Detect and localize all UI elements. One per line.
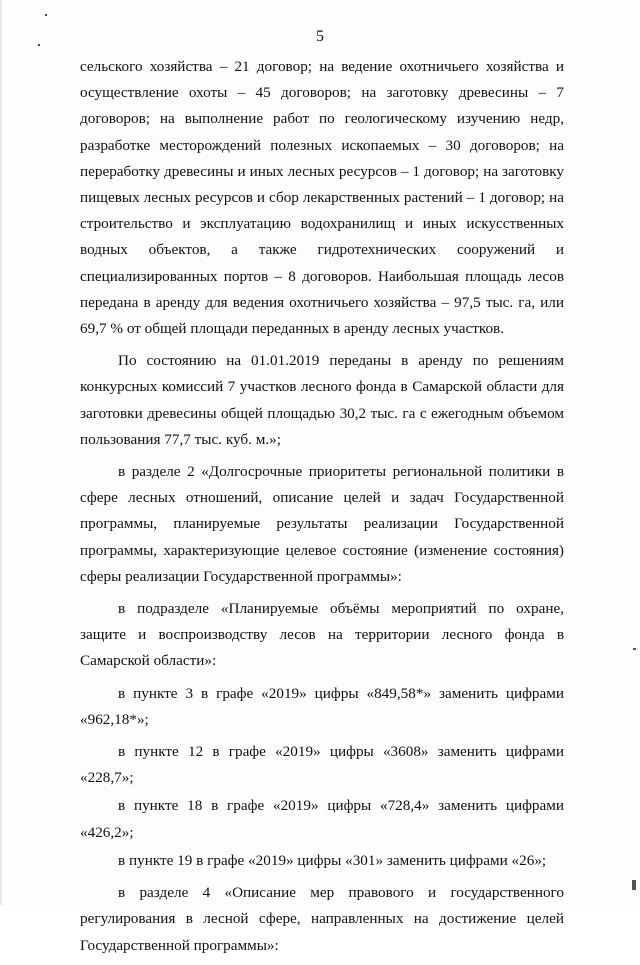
scan-speck: [632, 880, 636, 890]
page-number: 5: [316, 28, 324, 45]
paragraph-subsection: в подразделе «Планируемые объёмы мероприятий по охране, защите и воспроизводству лесов на территории лесного фонда в Самарской области»:: [80, 600, 564, 670]
paragraph-item-12: в пункте 12 в графе «2019» цифры «3608» заменить цифрами «228,7»;: [80, 743, 564, 787]
scan-edge: [0, 0, 2, 905]
paragraph-section-4: в разделе 4 «Описание мер правового и государственного регулирования в лесной сфере, направленных на достижение целей Государственной программы»:: [80, 884, 564, 954]
paragraph-item-19: в пункте 19 в графе «2019» цифры «301» заменить цифрами «26»;: [118, 851, 547, 869]
paragraph-contracts: сельского хозяйства – 21 договор; на ведение охотничьего хозяйства и осуществление охоты – 45 договоров; на заготовку древесины – 7 договоров; на выполнение работ по геологическому изучению недр, разработке месторождений полезных ископаемых – 30 договоров; на переработку древесины и иных лесных ресурсов – 1 договор; на заготовку пищевых лесных ресурсов и сбор лекарственных растений – 1 договор; на строительство и эксплуатацию водохранилищ и иных искусственных водных объектов, а также гидротехнических сооружений и специализированных портов – 8 договоров. Наибольшая площадь лесов передана в аренду для ведения охотничьего хозяйства – 97,5 тыс. га, или 69,7 % от общей площади переданных в аренду лесных участков.: [80, 58, 564, 338]
paragraph-item-3: в пункте 3 в графе «2019» цифры «849,58*» заменить цифрами «962,18*»;: [80, 684, 564, 728]
paragraph-item-18: в пункте 18 в графе «2019» цифры «728,4» заменить цифрами «426,2»;: [80, 797, 564, 841]
paragraph-competition: По состоянию на 01.01.2019 переданы в аренду по решениям конкурсных комиссий 7 участков лесного фонда в Самарской области для заготовки древесины общей площадью 30,2 тыс. га с ежегодным объемом пользования 77,7 тыс. куб. м.»;: [80, 352, 564, 448]
document-body: [80, 54, 564, 965]
scan-speck: [633, 648, 636, 650]
paragraph-section-2: в разделе 2 «Долгосрочные приоритеты региональной политики в сфере лесных отношений, описание целей и задач Государственной программы, планируемые результаты реализации Государственной программы, характеризующие целевое состояние (изменение состояния) сферы реализации Государственной программы»:: [80, 463, 564, 585]
scan-speck: [45, 14, 47, 16]
